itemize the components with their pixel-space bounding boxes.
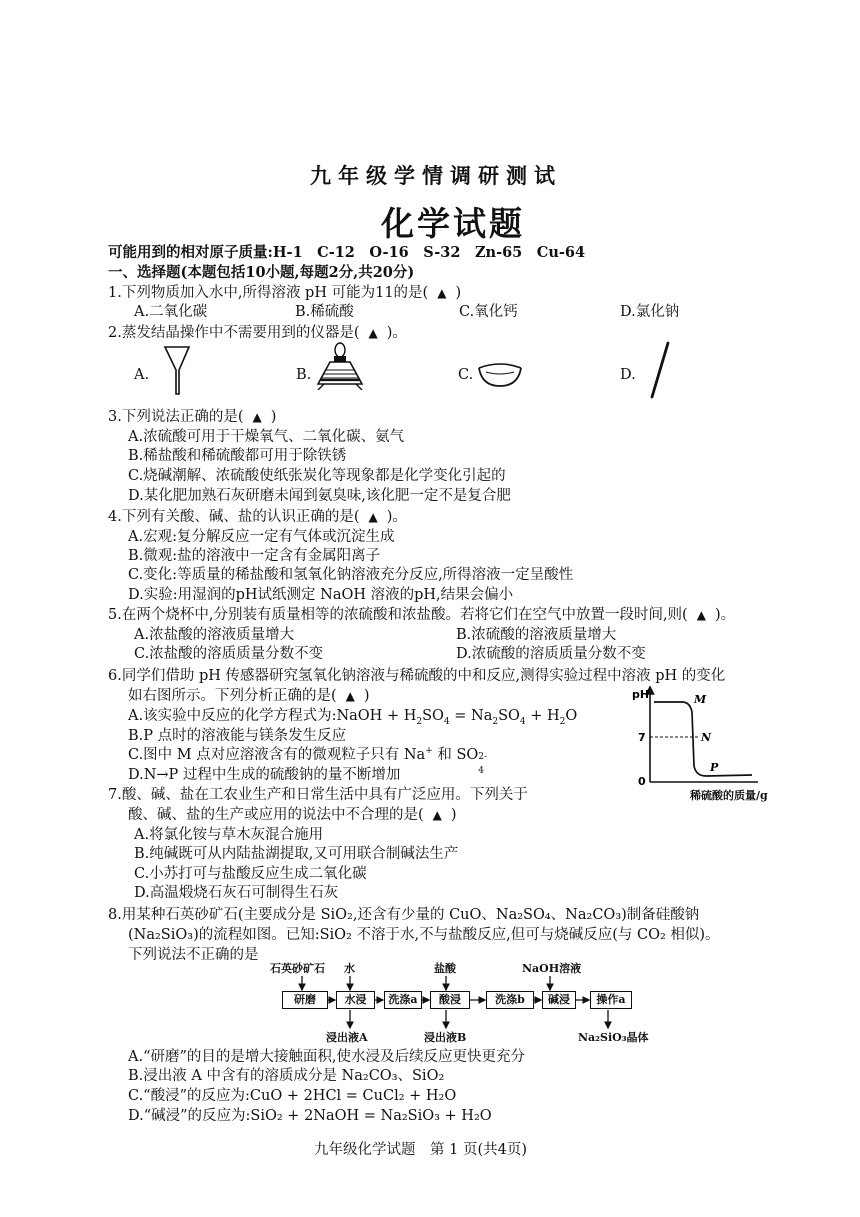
- q5-option-d: D.浓硫酸的溶质质量分数不变: [456, 646, 646, 662]
- flow-output-leachate-a: 浸出液A: [326, 1031, 368, 1044]
- flow-step-grind: 研磨: [282, 991, 328, 1009]
- stem-text: 酸、碱、盐的生产或应用的说法中不合理的是(: [128, 807, 424, 823]
- subscript: 4: [443, 716, 450, 727]
- q1-option-d: D.氯化钠: [620, 304, 680, 320]
- q8-option-a: A.“研磨”的目的是增大接触面积,使水浸及后续反应更快更充分: [128, 1049, 526, 1065]
- q3-option-d: D.某化肥加熟石灰研磨未闻到氨臭味,该化肥一定不是复合肥: [128, 488, 511, 504]
- q7-option-c: C.小苏打可与盐酸反应生成二氧化碳: [134, 866, 367, 882]
- equation-part: = Na: [449, 708, 493, 724]
- graph-x-axis-label: 稀硫酸的质量/g: [690, 789, 768, 802]
- y-axis-label: pH: [632, 688, 650, 701]
- option-text: 和 SO: [432, 747, 479, 763]
- q8-option-c: C.“酸浸”的反应为:CuO + 2HCl = CuCl₂ + H₂O: [128, 1088, 457, 1104]
- point-p-label: P: [710, 761, 719, 774]
- glass-rod-icon: [648, 340, 672, 400]
- q7-option-a: A.将氯化铵与草木灰混合施用: [134, 827, 324, 843]
- q1-option-b: B.稀硫酸: [295, 304, 354, 320]
- stem-close: )。: [386, 325, 407, 341]
- evaporating-dish-icon: [476, 362, 524, 390]
- q8-option-b: B.浸出液 A 中含有的溶质成分是 Na₂CO₃、SiO₂: [128, 1068, 445, 1084]
- q8-option-d: D.“碱浸”的反应为:SiO₂ + 2NaOH = Na₂SiO₃ + H₂O: [128, 1108, 492, 1124]
- q3-option-c: C.烧碱潮解、浓硫酸使纸张炭化等现象都是化学变化引起的: [128, 468, 506, 484]
- subject-title: 化学试题: [381, 204, 525, 243]
- subscript: 4: [519, 716, 526, 727]
- question-8-stem-line1: 8.用某种石英砂矿石(主要成分是 SiO₂,还含有少量的 CuO、Na₂SO₄、Na₂CO₃)制备硅酸钠: [108, 907, 700, 923]
- equation-part: O: [565, 708, 578, 724]
- flow-step-acid-leach: 酸浸: [430, 991, 470, 1009]
- page-footer: 九年级化学试题 第 1 页(共4页): [314, 1142, 527, 1158]
- flow-input-water: 水: [344, 962, 355, 975]
- exam-title: 九年级学情调研测试: [310, 163, 562, 188]
- question-3-stem: [108, 408, 276, 426]
- flow-input-naoh: NaOH溶液: [522, 962, 582, 975]
- flow-step-wash-a: 洗涤a: [384, 991, 422, 1009]
- point-n-label: N: [701, 731, 712, 744]
- q6-option-b: B.P 点时的溶液能与镁条发生反应: [128, 728, 347, 744]
- flow-step-alkali-leach: 碱浸: [542, 991, 576, 1009]
- q4-option-a: A.宏观:复分解反应一定有气体或沉淀生成: [128, 529, 395, 545]
- subscript: 2: [492, 716, 499, 727]
- equation-part: A.该实验中反应的化学方程式为:NaOH + H: [128, 708, 417, 724]
- q6-option-d: D.N→P 过程中生成的硫酸钠的量不断增加: [128, 767, 401, 783]
- funnel-icon: [162, 344, 192, 396]
- option-text: C.图中 M 点对应溶液含有的微观粒子只有 Na: [128, 747, 426, 763]
- question-7-stem-line1: 7.酸、碱、盐在工农业生产和日常生活中具有广泛应用。下列关于: [108, 787, 528, 803]
- q6-option-c: C.图中 M 点对应溶液含有的微观粒子只有 Na+ 和 SO 2- 4: [128, 746, 488, 776]
- q7-option-b: B.纯碱既可从内陆盐湖提取,又可用联合制碱法生产: [134, 846, 459, 862]
- stem-text: 2.蒸发结晶操作中不需要用到的仪器是(: [108, 325, 360, 341]
- subscript: 2: [559, 716, 566, 727]
- q2-option-c: C.: [458, 367, 474, 383]
- atomic-masses: 可能用到的相对原子质量:H-1 C-12 O-16 S-32 Zn-65 Cu-64: [108, 244, 586, 261]
- question-6-stem-line1: 6.同学们借助 pH 传感器研究氢氧化钠溶液与稀硫酸的中和反应,测得实验过程中溶液 pH 的变化: [108, 668, 726, 684]
- q3-option-b: B.稀盐酸和稀硫酸都可用于除铁锈: [128, 448, 347, 464]
- q3-option-a: A.浓硫酸可用于干燥氧气、二氧化碳、氨气: [128, 429, 405, 445]
- answer-blank: ▲: [432, 808, 442, 822]
- q2-option-a: A.: [134, 367, 150, 383]
- stem-close: ): [270, 409, 277, 425]
- flow-input-ore: 石英砂矿石: [270, 962, 325, 975]
- equation-part: SO: [498, 708, 520, 724]
- q4-option-c: C.变化:等质量的稀盐酸和氢氧化钠溶液充分反应,所得溶液一定呈酸性: [128, 567, 574, 583]
- question-8-stem-line3: 下列说法不正确的是: [128, 947, 259, 963]
- q5-option-c: C.浓盐酸的溶质质量分数不变: [134, 646, 324, 662]
- q5-option-a: A.浓盐酸的溶液质量增大: [134, 627, 295, 643]
- q4-option-d: D.实验:用湿润的pH试纸测定 NaOH 溶液的pH,结果会偏小: [128, 587, 514, 603]
- q2-option-b: B.: [296, 367, 312, 383]
- stem-text: 3.下列说法正确的是(: [108, 409, 244, 425]
- stem-text: 1.下列物质加入水中,所得溶液 pH 可能为11的是(: [108, 285, 429, 301]
- q5-option-b: B.浓硫酸的溶液质量增大: [456, 627, 617, 643]
- flow-step-water-leach: 水浸: [336, 991, 375, 1009]
- question-6-stem-line2: [128, 687, 370, 705]
- question-1-stem: [108, 284, 461, 302]
- q4-option-b: B.微观:盐的溶液中一定含有金属阳离子: [128, 548, 381, 564]
- answer-blank: ▲: [252, 410, 262, 424]
- stem-text: 5.在两个烧杯中,分别装有质量相等的浓硫酸和浓盐酸。若将它们在空气中放置一段时间,则(: [108, 607, 688, 623]
- q1-option-c: C.氧化钙: [459, 304, 518, 320]
- flow-step-wash-b: 洗涤b: [486, 991, 534, 1009]
- superscript: +: [425, 746, 433, 757]
- answer-blank: ▲: [368, 510, 378, 524]
- q1-option-a: A.二氧化碳: [134, 304, 208, 320]
- answer-blank: ▲: [437, 286, 447, 300]
- stem-close: )。: [386, 509, 407, 525]
- question-5-stem: [108, 606, 735, 624]
- question-4-stem: [108, 508, 407, 526]
- subscript: 2: [416, 716, 423, 727]
- alcohol-lamp-icon: [314, 340, 366, 390]
- flow-output-leachate-b: 浸出液B: [424, 1031, 467, 1044]
- answer-blank: ▲: [368, 326, 378, 340]
- stem-close: )。: [714, 607, 736, 623]
- origin-label: 0: [638, 775, 646, 788]
- answer-blank: ▲: [696, 608, 706, 622]
- question-7-stem-line2: [128, 806, 457, 824]
- stem-close: ): [363, 688, 370, 704]
- equation-part: + H: [525, 708, 560, 724]
- stem-text: 4.下列有关酸、碱、盐的认识正确的是(: [108, 509, 360, 525]
- q6-option-a: [128, 707, 577, 725]
- y-tick-7: 7: [638, 731, 646, 744]
- stem-close: ): [450, 807, 457, 823]
- answer-blank: ▲: [345, 689, 355, 703]
- point-m-label: M: [694, 693, 707, 706]
- stem-close: ): [455, 285, 462, 301]
- q7-option-d: D.高温煅烧石灰石可制得生石灰: [134, 885, 339, 901]
- section-heading: 一、选择题(本题包括10小题,每题2分,共20分): [108, 264, 415, 281]
- q2-option-d: D.: [620, 367, 636, 383]
- flow-step-operation-a: 操作a: [590, 991, 632, 1009]
- equation-part: SO: [422, 708, 444, 724]
- question-8-stem-line2: (Na₂SiO₃)的流程如图。已知:SiO₂ 不溶于水,不与盐酸反应,但可与烧碱反应(与 CO₂ 相似)。: [128, 927, 720, 943]
- stem-text: 如右图所示。下列分析正确的是(: [128, 688, 337, 704]
- flow-output-crystal: Na₂SiO₃晶体: [578, 1031, 649, 1044]
- flow-input-acid: 盐酸: [434, 962, 456, 975]
